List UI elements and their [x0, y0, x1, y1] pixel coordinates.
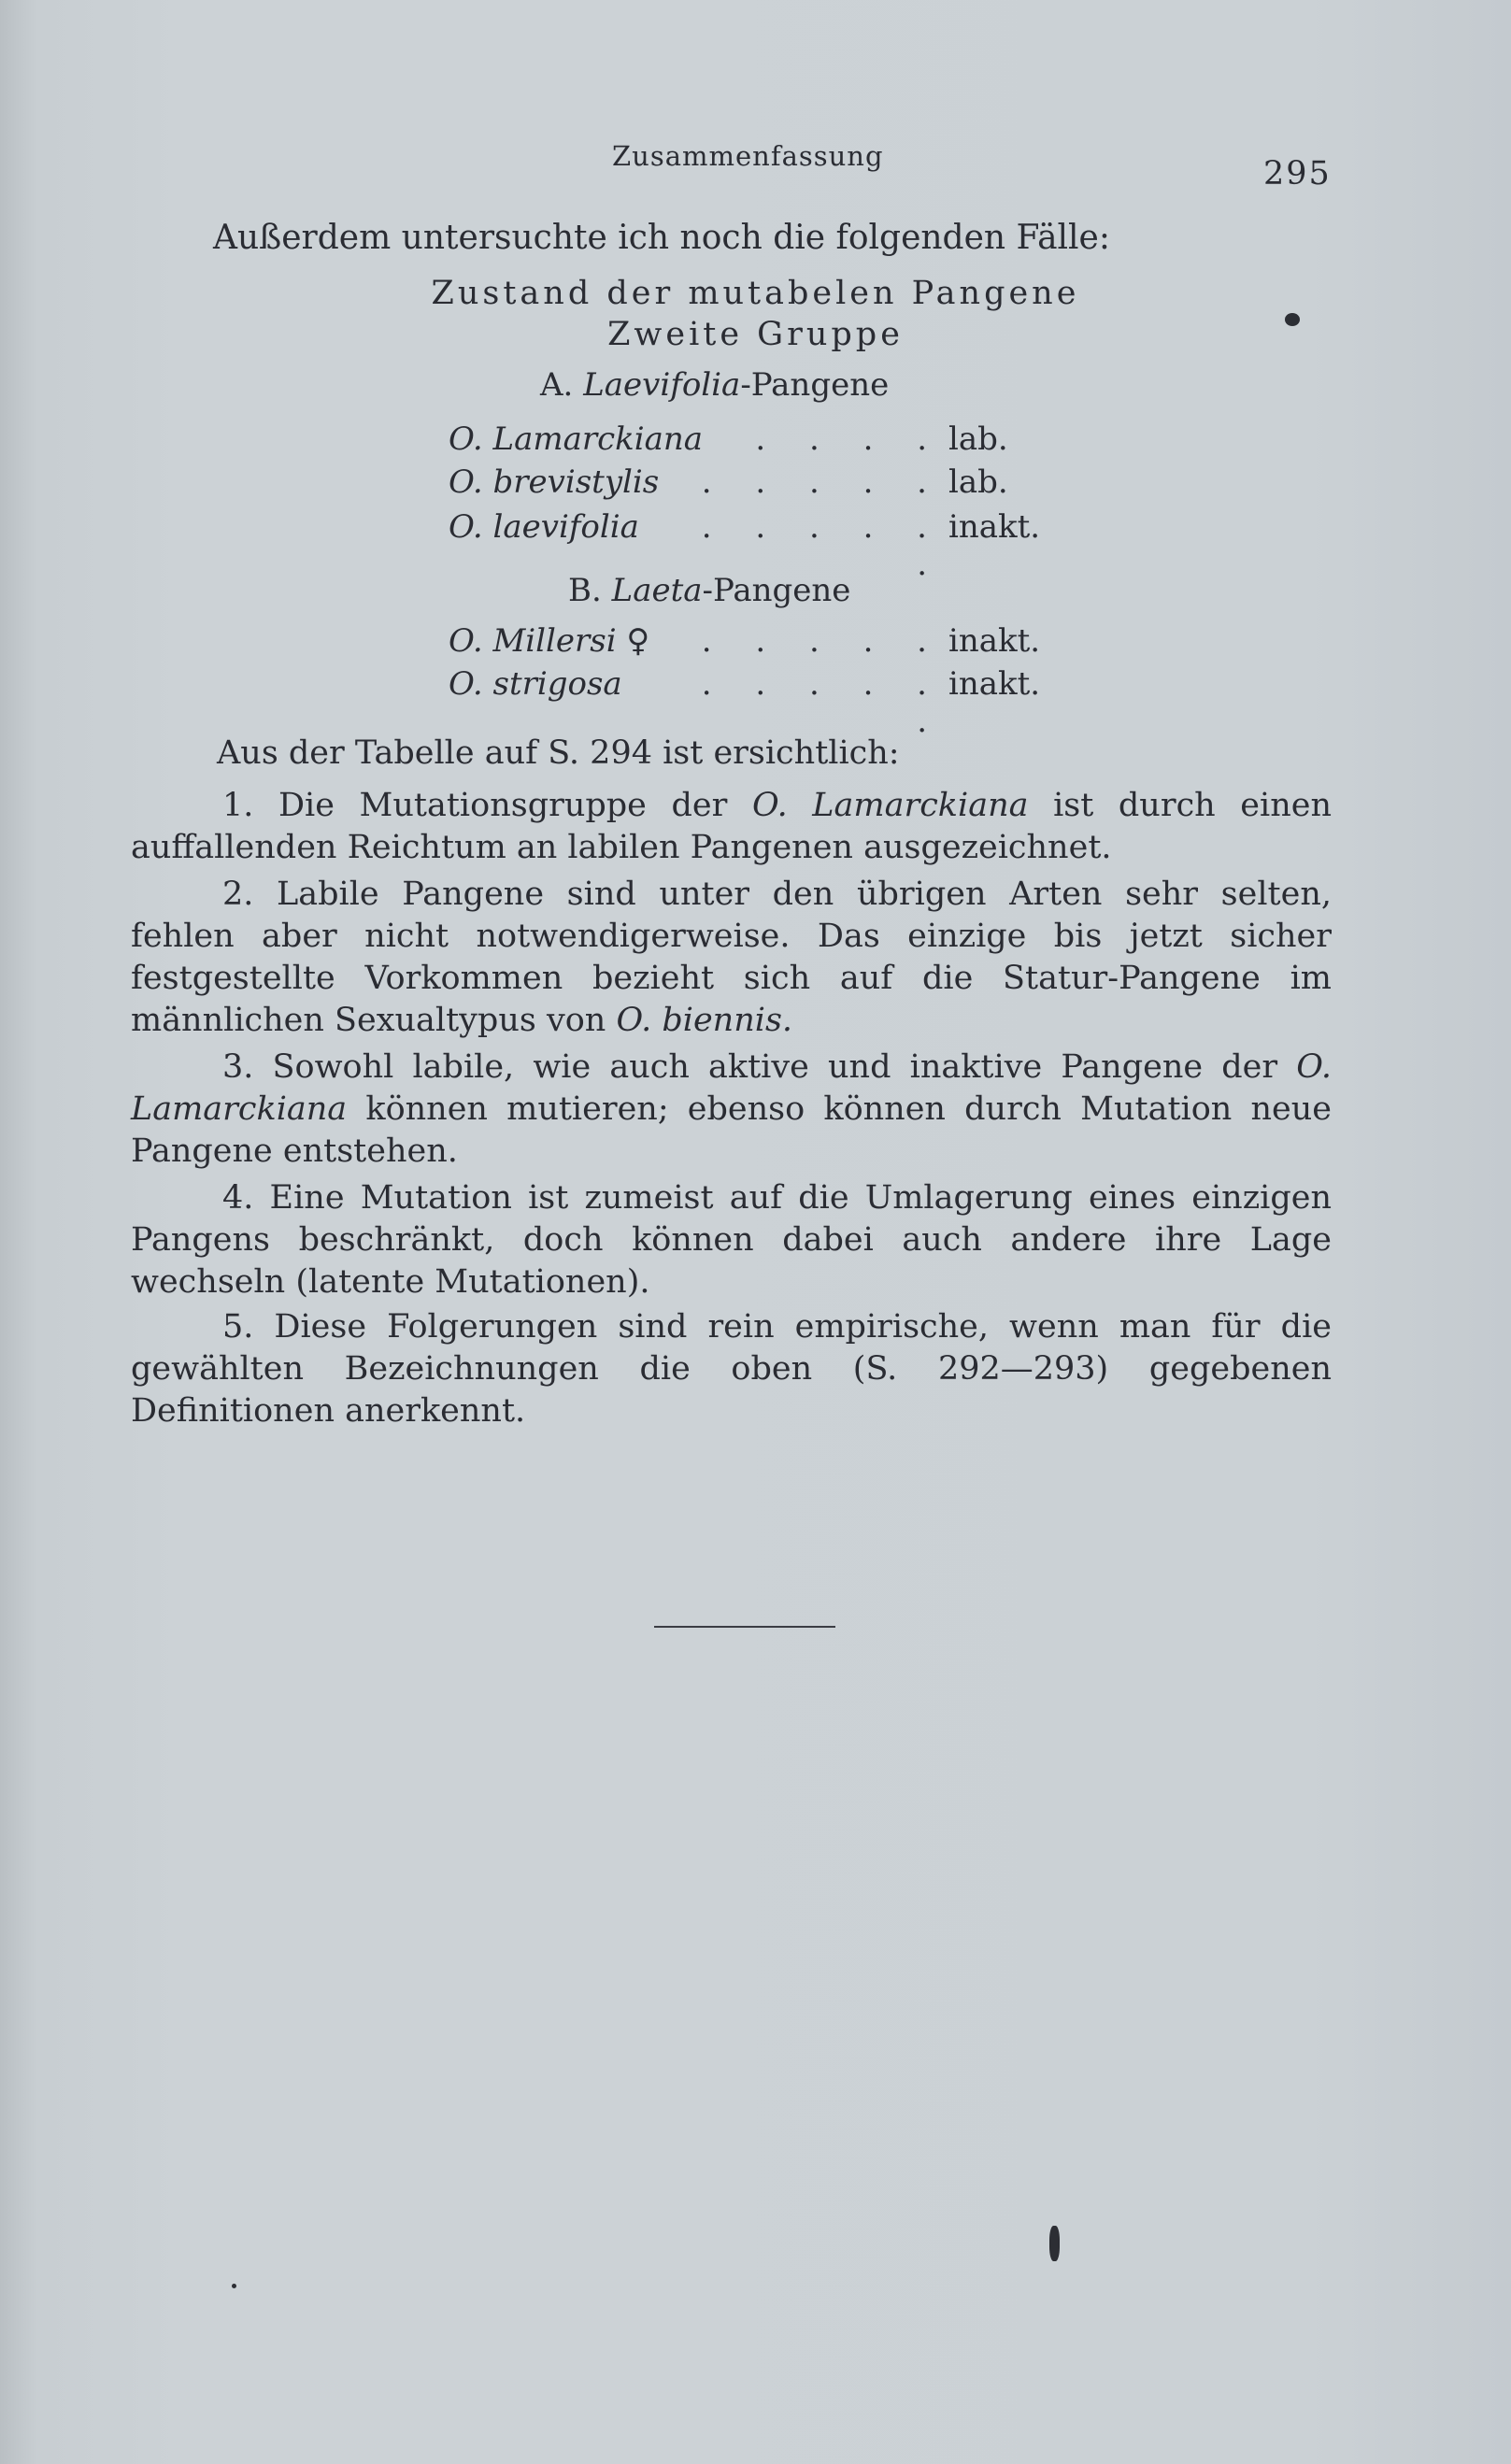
paragraph-point-3	[131, 1047, 1332, 1173]
table-row	[449, 420, 1047, 463]
group-a-name: Laevifolia	[583, 366, 741, 404]
intro-sentence: Außerdem untersuchte ich noch die folgenden Fälle:	[213, 219, 1110, 257]
leader-dots: . . . .	[755, 420, 944, 458]
paragraph-text: ist durch einen auffallenden Reichtum an labilen Pangenen ausgezeichnet.	[131, 787, 1333, 866]
species-name: O. Millersi ♀	[449, 622, 650, 660]
ink-speck	[1285, 313, 1300, 326]
leader-dots: . . . . .	[701, 622, 944, 660]
table-row	[449, 508, 1047, 583]
group-a-suffix: -Pangene	[740, 366, 890, 404]
table-title: Zustand der mutabelen Pangene	[431, 275, 1080, 312]
state-value: inakt.	[948, 622, 1041, 660]
paragraph-point-5	[131, 1306, 1332, 1432]
leader-dots: . . . . . .	[701, 665, 944, 740]
page-header	[0, 140, 1511, 196]
leader-dots: . . . . .	[701, 463, 944, 501]
paragraph-text: 2. Labile Pangene sind unter den übrigen Arten sehr selten, fehlen aber nicht notwendigerweise. Das einzige bis jetzt sicher festgestellte Vorkommen bezieht sich auf die Statur-Pangene im männlichen Sexualtypus von	[131, 876, 1332, 1039]
species-name: O. Lamarckiana	[449, 420, 704, 458]
group-b-name: Laeta	[611, 572, 703, 609]
paragraph-text: 5. Diese Folgerungen sind rein empirische, wenn man für die gewählten Bezeichnungen die oben (S. 292—293) gegebenen Definitionen anerkennt.	[131, 1308, 1332, 1430]
species-name: O. strigosa	[449, 665, 622, 703]
section-end-rule	[654, 1626, 835, 1628]
table-subtitle: Zweite Gruppe	[607, 316, 904, 353]
table-row	[449, 622, 1047, 665]
table-row	[449, 665, 1047, 740]
paragraph-text: können mutieren; ebenso können durch Mutation neue Pangene entstehen.	[131, 1090, 1332, 1170]
ink-speck	[232, 2284, 236, 2288]
paragraph-text: 1. Die Mutationsgruppe der	[222, 787, 752, 824]
paragraph-point-1	[131, 785, 1332, 869]
group-b-suffix: -Pangene	[702, 572, 851, 609]
running-head: Zusammenfassung	[612, 140, 884, 172]
state-value: inakt.	[948, 508, 1041, 546]
paragraph-point-4	[131, 1177, 1332, 1303]
ink-speck	[1049, 2226, 1060, 2261]
paragraph-table-reference: Aus der Tabelle auf S. 294 ist ersichtlich:	[217, 734, 900, 772]
group-a-heading	[540, 366, 889, 404]
species-italic: O. Lamarckiana	[131, 1048, 1332, 1128]
leader-dots: . . . . . .	[701, 508, 944, 583]
state-value: lab.	[948, 420, 1008, 458]
paragraph-point-2	[131, 874, 1332, 1042]
page-number: 295	[1263, 155, 1332, 192]
species-italic: O. biennis.	[616, 1002, 793, 1039]
species-name: O. brevistylis	[449, 463, 660, 501]
species-name: O. laevifolia	[449, 508, 639, 546]
group-a-prefix: A.	[540, 366, 574, 404]
state-value: inakt.	[948, 665, 1041, 703]
species-italic: O. Lamarckiana	[751, 787, 1029, 824]
group-b-heading	[568, 572, 850, 609]
state-value: lab.	[948, 463, 1008, 501]
table-row	[449, 463, 1047, 506]
paragraph-text: 4. Eine Mutation ist zumeist auf die Umlagerung eines einzigen Pangens beschränkt, doch können dabei auch andere ihre Lage wechseln (latente Mutationen).	[131, 1179, 1332, 1301]
paragraph-text: 3. Sowohl labile, wie auch aktive und inaktive Pangene der	[222, 1048, 1297, 1086]
group-b-prefix: B.	[568, 572, 602, 609]
